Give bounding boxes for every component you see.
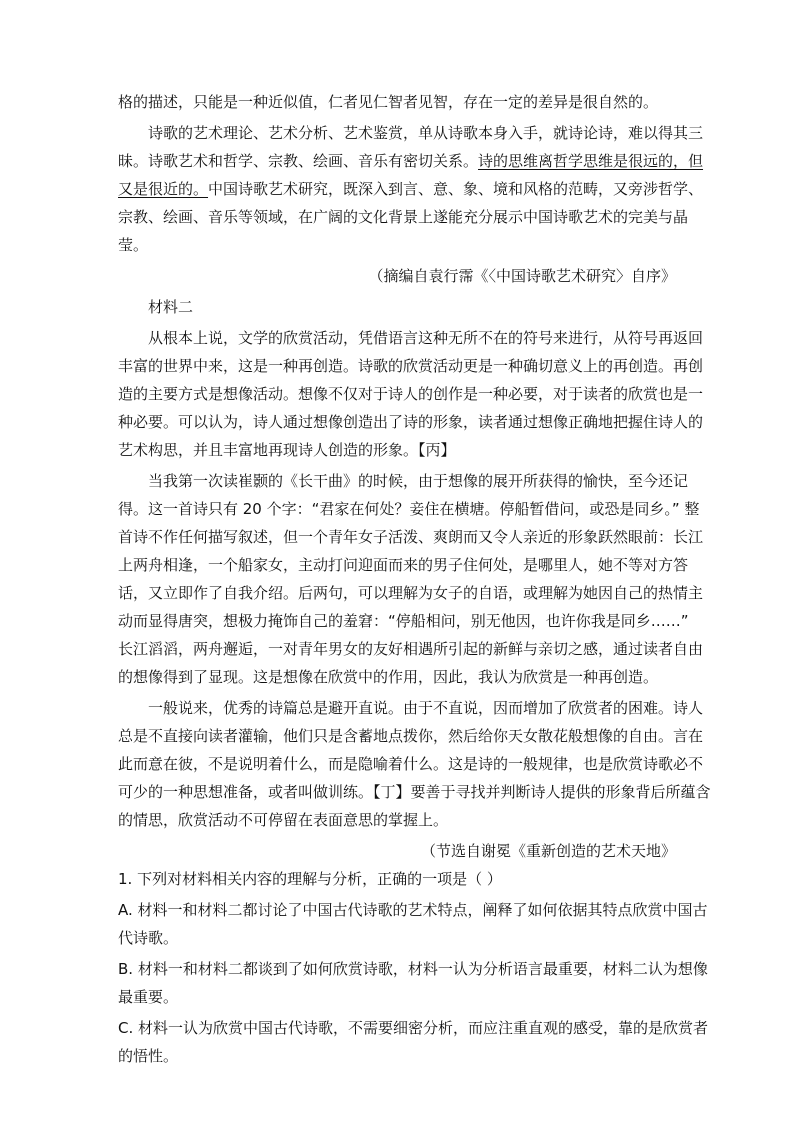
paragraph-line: 种必要。可以认为，诗人通过想像创造出了诗的形象，读者通过想像正确地把握住诗人的 (118, 413, 704, 431)
paragraph-line: 从根本上说，文学的欣赏活动，凭借语言这种无所不在的符号来进行，从符号再返回 (148, 329, 704, 347)
option-b: B. 材料一和材料二都谈到了如何欣赏诗歌，材料一认为分析语言最重要，材料二认为想像 (118, 960, 708, 978)
paragraph-line: 总是不直接向读者灌输，他们只是含蓄地点拨你，然后给你天女散花般想像的自由。言在 (118, 727, 704, 745)
option-b-continued: 最重要。 (118, 988, 179, 1006)
paragraph-line: 的情思，欣赏活动不可停留在表面意思的掌握上。 (118, 811, 449, 829)
source-citation: （节选自谢冕《重新创造的艺术天地》 (420, 842, 676, 860)
paragraph-line: 的想像得到了显现。这是想像在欣赏中的作用，因此，我认为欣赏是一种再创造。 (118, 668, 659, 686)
question-stem: 1. 下列对材料相关内容的理解与分析，正确的一项是（ ） (118, 870, 502, 888)
section-heading: 材料二 (148, 298, 194, 316)
paragraph-line: 上两舟相逢，一个船家女，主动打问迎面而来的男子住何处，是哪里人，她不等对方答 (118, 556, 689, 574)
paragraph-line: 宗教、绘画、音乐等领域，在广阔的文化背景上遂能充分展示中国诗歌艺术的完美与晶 (118, 208, 689, 226)
paragraph-line: 动而显得唐突，想极力掩饰自己的羞窘：“停船相问，别无他因，也许你我是同乡……” (118, 612, 689, 630)
paragraph-line: 丰富的世界中来，这是一种再创造。诗歌的欣赏活动更是一种确切意义上的再创造。再创 (118, 357, 704, 375)
option-a: A. 材料一和材料二都讨论了中国古代诗歌的艺术特点，阐释了如何依据其特点欣赏中国古 (118, 901, 708, 919)
paragraph-line: 一般说来，优秀的诗篇总是避开直说。由于不直说，因而增加了欣赏者的困难。诗人 (148, 699, 704, 717)
option-c-continued: 的悟性。 (118, 1047, 179, 1065)
source-citation: （摘编自袁行霈《〈中国诗歌艺术研究〉自序》 (368, 267, 676, 285)
paragraph-line: 艺术构思，并且丰富地再现诗人创造的形象。【丙】 (118, 441, 456, 459)
underlined-text: 又是很近的。 (118, 180, 209, 198)
paragraph-line: 当我第一次读崔颢的《长干曲》的时候，由于想像的展开所获得的愉快，至今还记 (148, 472, 689, 490)
document-page (118, 88, 711, 1070)
underlined-text: 诗的思维离哲学思维是很远的，但 (478, 152, 704, 170)
paragraph-line: 话，又立即作了自我介绍。后两句，可以理解为女子的自语，或理解为她因自己的热情主 (118, 584, 704, 602)
option-c: C. 材料一认为欣赏中国古代诗歌，不需要细密分析，而应注重直观的感受，靠的是欣赏者 (118, 1019, 709, 1037)
paragraph-line: 又是很近的。中国诗歌艺术研究，既深入到言、意、象、境和风格的范畴，又旁涉哲学、 (118, 180, 704, 198)
paragraph-line: 首诗不作任何描写叙述，但一个青年女子活泼、爽朗而又令人亲近的形象跃然眼前：长江 (118, 528, 704, 546)
paragraph-line: 莹。 (118, 236, 149, 254)
paragraph-line: 得。这一首诗只有 20 个字：“君家在何处？妾住在横塘。停船暂借问，或恐是同乡。” 整 (118, 500, 700, 518)
paragraph-line: 昧。诗歌艺术和哲学、宗教、绘画、音乐有密切关系。诗的思维离哲学思维是很远的，但 (118, 152, 704, 170)
paragraph-line: 可少的一种思想准备，或者叫做训练。【丁】要善于寻找并判断诗人提供的形象背后所蕴含 (118, 783, 711, 801)
paragraph-line: 造的主要方式是想像活动。想像不仅对于诗人的创作是一种必要，对于读者的欣赏也是一 (118, 385, 704, 403)
paragraph-line: 此而意在彼，不是说明着什么，而是隐喻着什么。这是诗的一般规律，也是欣赏诗歌必不 (118, 755, 704, 773)
option-a-continued: 代诗歌。 (118, 929, 179, 947)
paragraph-line: 格的描述，只能是一种近似值，仁者见仁智者见智，存在一定的差异是很自然的。 (118, 93, 659, 111)
paragraph-line: 诗歌的艺术理论、艺术分析、艺术鉴赏，单从诗歌本身入手，就诗论诗，难以得其三 (148, 124, 704, 142)
paragraph-line: 长江滔滔，两舟邂逅，一对青年男女的友好相遇所引起的新鲜与亲切之感，通过读者自由 (118, 640, 704, 658)
